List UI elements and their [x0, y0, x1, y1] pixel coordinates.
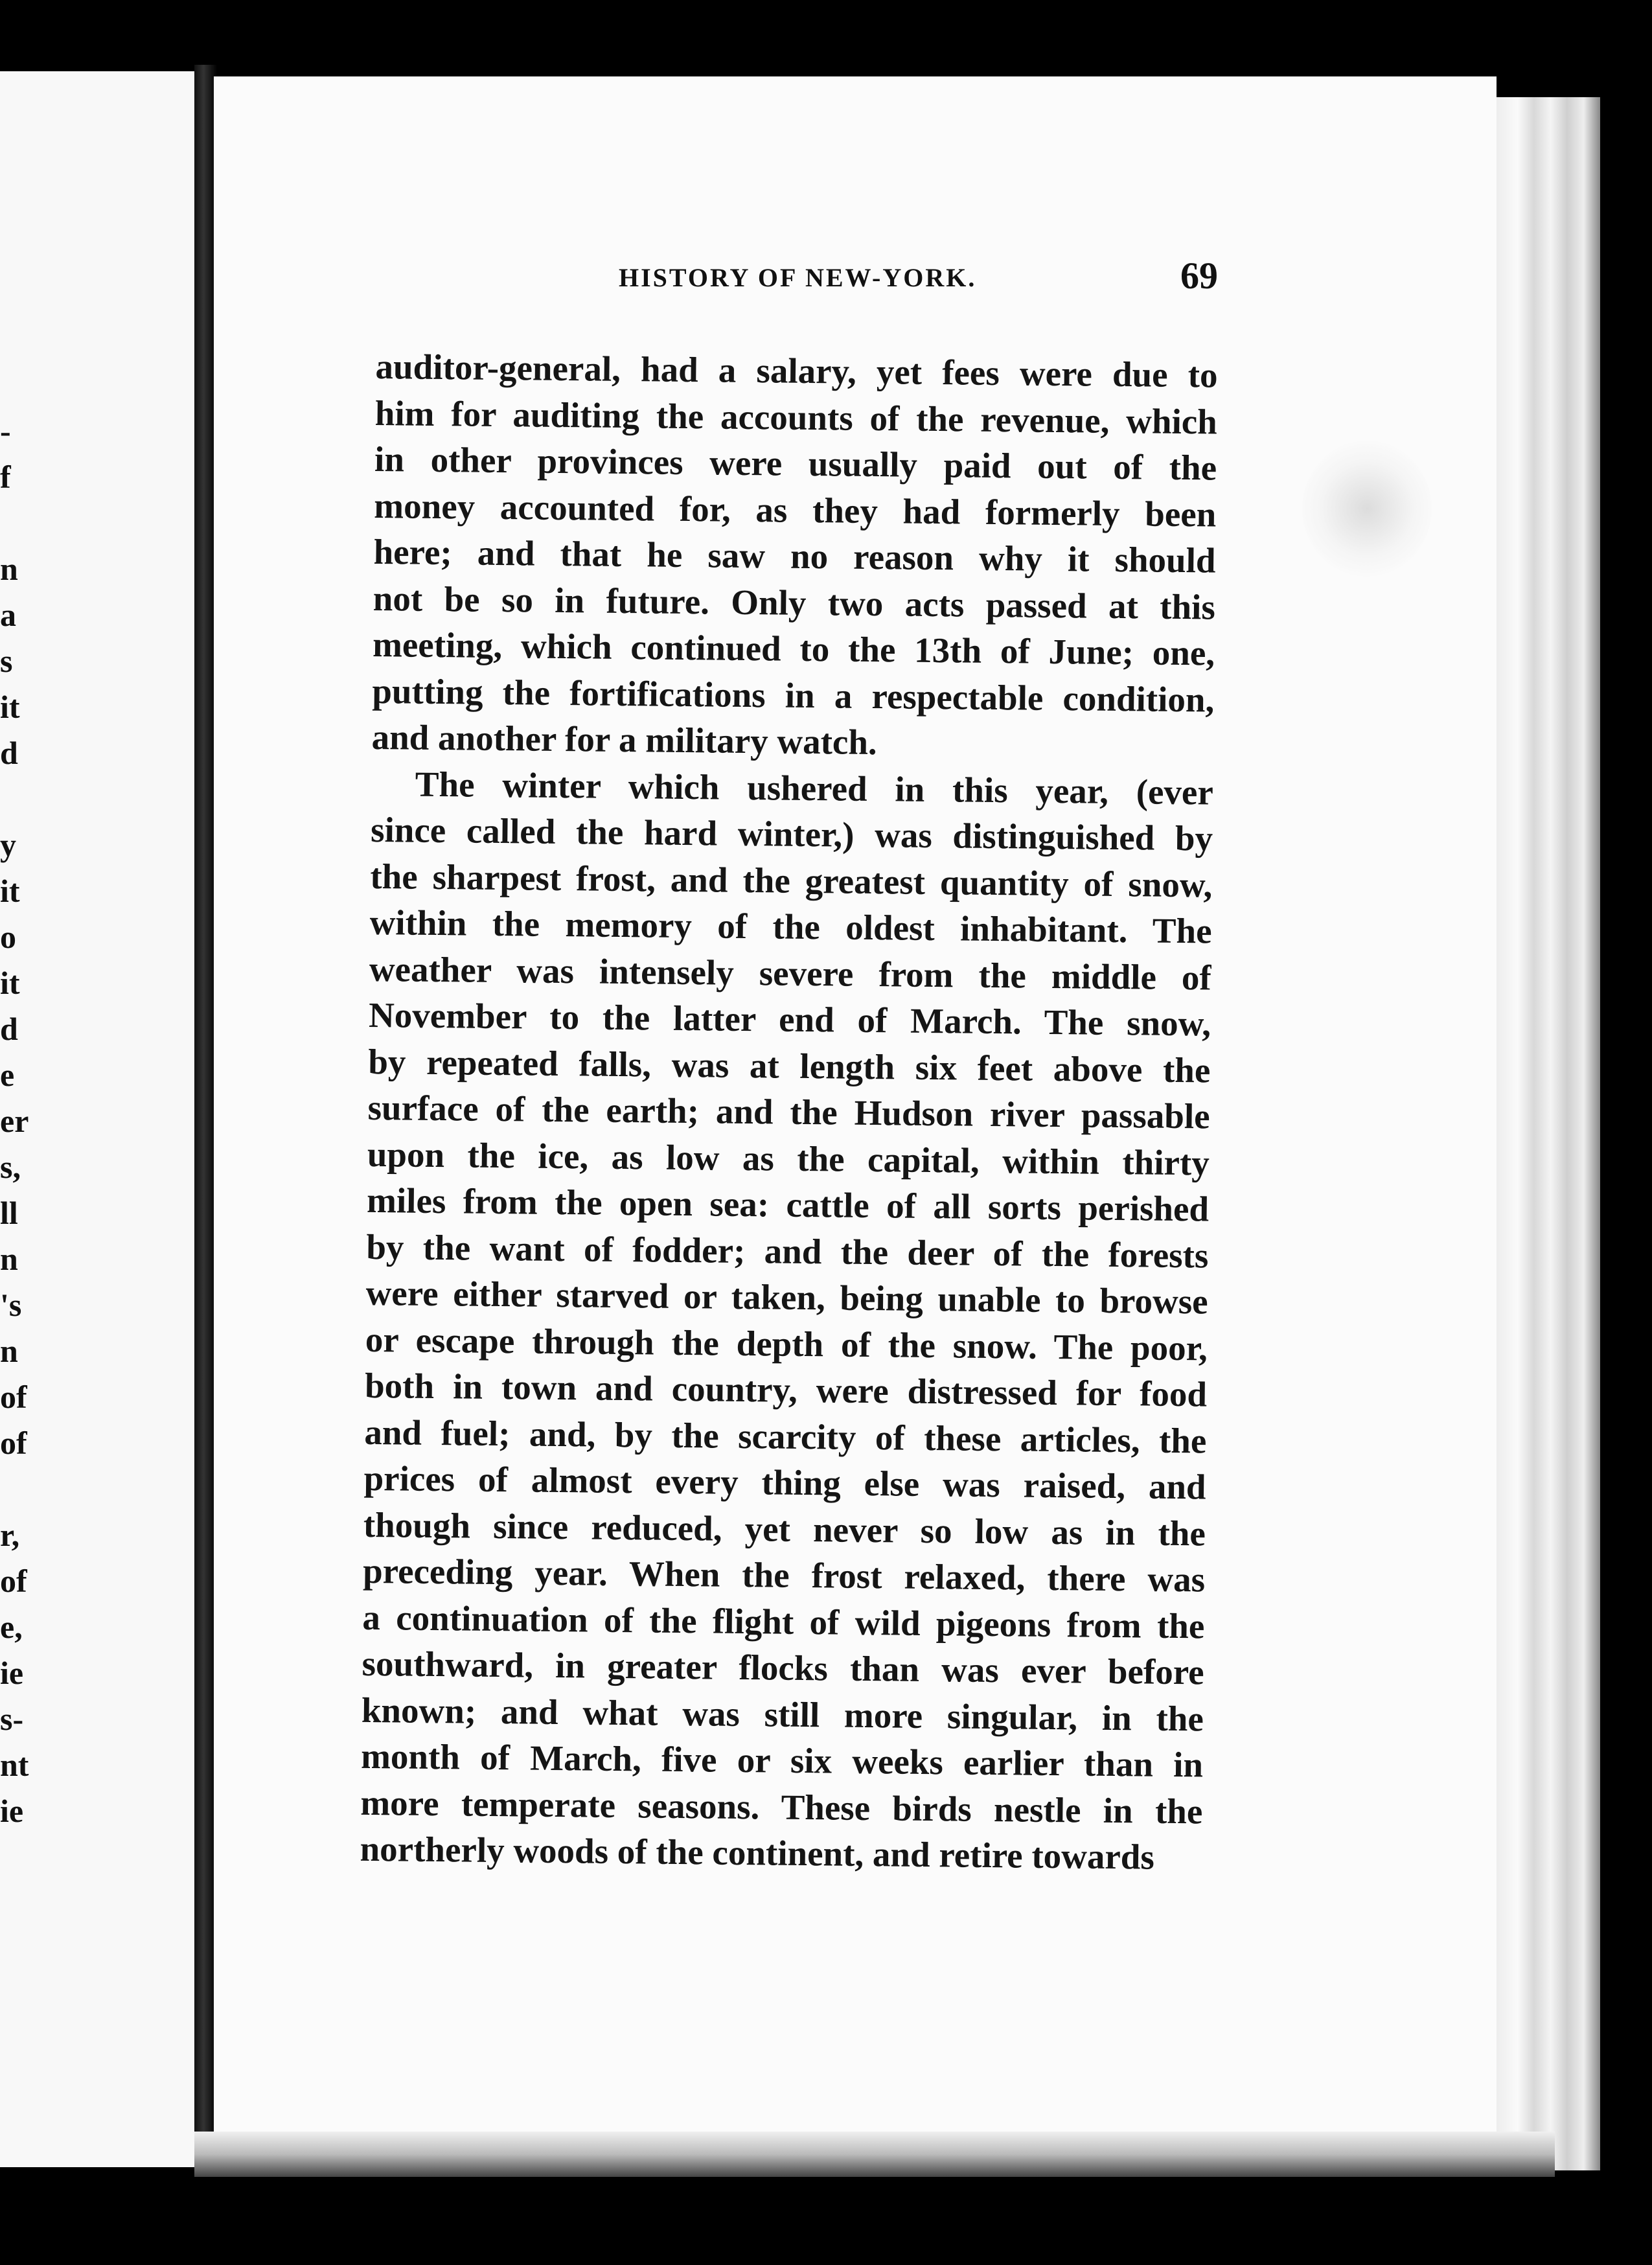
- left-edge-fragment: nt: [0, 1747, 29, 1783]
- text-line: putting the fortifications in a respectable condition,: [372, 671, 1215, 720]
- text-line: more temperate seasons. These birds nestle in the: [360, 1782, 1203, 1831]
- left-edge-fragment: n: [0, 1333, 18, 1369]
- left-edge-fragment: y: [0, 827, 16, 863]
- text-line: were either starved or taken, being unable to browse: [365, 1272, 1208, 1322]
- left-edge-fragment: e: [0, 1057, 15, 1093]
- left-edge-fragment: o: [0, 919, 16, 955]
- text-line: within the memory of the oldest inhabitant. The: [369, 902, 1212, 951]
- left-edge-fragment: s-: [0, 1701, 24, 1737]
- text-line: surface of the earth; and the Hudson river passable: [367, 1087, 1210, 1136]
- text-line: by the want of fodder; and the deer of the forests: [366, 1226, 1209, 1276]
- left-edge-fragment: [0, 1466, 31, 1512]
- left-edge-fragment: of: [0, 1563, 27, 1599]
- text-line: money accounted for, as they had formerly been: [374, 485, 1217, 535]
- text-line: northerly woods of the continent, and retire towards: [360, 1828, 1155, 1877]
- page-number: 69: [1180, 255, 1218, 297]
- text-line: meeting, which continued to the 13th of June; one,: [372, 624, 1215, 673]
- text-line: though since reduced, yet never so low as in the: [363, 1504, 1206, 1554]
- text-line: in other provinces were usually paid out of the: [374, 439, 1217, 488]
- text-line: both in town and country, were distressed for food: [364, 1365, 1208, 1414]
- text-line: not be so in future. Only two acts passed at this: [373, 578, 1216, 627]
- left-page-fragment: [0, 71, 197, 2167]
- left-edge-fragment: of: [0, 1425, 27, 1461]
- left-edge-fragment: ie: [0, 1793, 24, 1829]
- page-edges-bottom: [194, 2132, 1555, 2177]
- body-text: [360, 343, 1218, 1881]
- text-line: southward, in greater flocks than was ever before: [361, 1643, 1204, 1692]
- left-page-text-edge: [0, 408, 31, 1834]
- text-line: and another for a military watch.: [371, 717, 878, 763]
- left-edge-fragment: a: [0, 597, 16, 633]
- left-edge-fragment: s,: [0, 1149, 21, 1185]
- text-line: miles from the open sea: cattle of all sorts perished: [366, 1180, 1210, 1229]
- text-line: prices of almost every thing else was raised, and: [363, 1458, 1206, 1507]
- left-edge-fragment: er: [0, 1103, 29, 1139]
- left-edge-fragment: ll: [0, 1195, 18, 1231]
- left-edge-fragment: e,: [0, 1609, 23, 1645]
- page-edges-right: [1490, 97, 1600, 2170]
- text-line: the sharpest frost, and the greatest quantity of snow,: [370, 856, 1213, 905]
- text-line: a continuation of the flight of wild pigeons from the: [362, 1597, 1205, 1646]
- left-edge-fragment: f: [0, 459, 11, 495]
- text-line: by repeated falls, was at length six feet above the: [368, 1041, 1211, 1090]
- text-line: and fuel; and, by the scarcity of these articles, the: [364, 1412, 1207, 1461]
- text-line: since called the hard winter,) was distinguished by: [370, 809, 1213, 858]
- left-edge-fragment: it: [0, 689, 20, 725]
- left-edge-fragment: n: [0, 551, 18, 587]
- left-edge-fragment: [0, 500, 31, 546]
- paragraph: [360, 760, 1213, 1881]
- left-edge-fragment: r,: [0, 1517, 20, 1553]
- text-line: auditor-general, had a salary, yet fees were due to: [375, 346, 1218, 395]
- text-line: or escape through the depth of the snow. The poor,: [365, 1319, 1208, 1368]
- left-edge-fragment: d: [0, 1011, 18, 1047]
- running-head: HISTORY OF NEW-YORK.: [619, 263, 977, 292]
- left-edge-fragment: of: [0, 1379, 27, 1415]
- text-line: month of March, five or six weeks earlier than in: [360, 1736, 1204, 1785]
- text-line: preceding year. When the frost relaxed, there was: [362, 1550, 1206, 1600]
- left-edge-fragment: -: [0, 413, 11, 449]
- left-edge-fragment: ie: [0, 1655, 24, 1691]
- left-edge-fragment: it: [0, 873, 20, 909]
- text-line: upon the ice, as low as the capital, within thirty: [367, 1134, 1210, 1183]
- text-line: November to the latter end of March. The snow,: [368, 995, 1211, 1044]
- left-edge-fragment: it: [0, 965, 20, 1001]
- text-line: here; and that he saw no reason why it should: [373, 531, 1216, 581]
- text-line: him for auditing the accounts of the revenue, which: [374, 393, 1218, 442]
- text-line: weather was intensely severe from the middle of: [369, 949, 1212, 998]
- left-edge-fragment: s: [0, 643, 13, 679]
- left-edge-fragment: [0, 776, 31, 822]
- left-edge-fragment: 's: [0, 1287, 22, 1323]
- stain-mark: [1302, 441, 1432, 577]
- text-line: The winter which ushered in this year, (ever: [415, 764, 1214, 812]
- paragraph: [371, 343, 1218, 769]
- text-line: known; and what was still more singular, in the: [361, 1690, 1204, 1738]
- left-edge-fragment: d: [0, 735, 18, 771]
- left-edge-fragment: n: [0, 1241, 18, 1277]
